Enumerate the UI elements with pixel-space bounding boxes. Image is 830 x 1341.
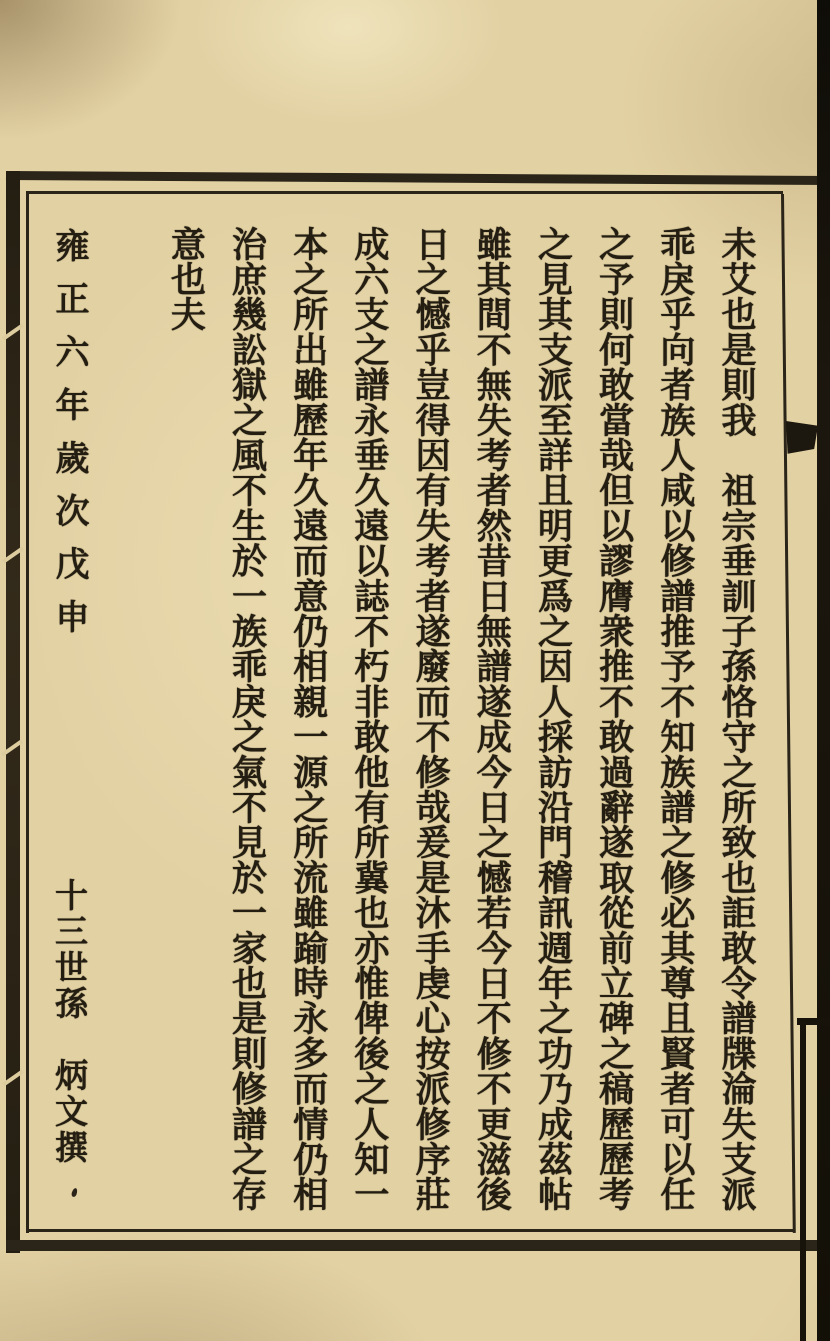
text-column-5: 雖其間不無失考者然昔日無譜遂成今日之憾若今日不修不更滋後 [471,226,513,1212]
scan-edge-strip [817,0,830,1341]
text-column-9: 治庶幾訟獄之風不生於一族乖戾之氣不見於一家也是則修譜之存 [226,226,268,1212]
frame-border-top-inner [26,191,783,194]
text-column-2: 乖戾乎向者族人咸以修譜推予不知族譜之修必其尊且賢者可以任 [654,226,696,1212]
colophon-date-column: 雍正六年歲次戊申 [49,228,89,652]
frame-border-bottom-inner [26,1229,795,1232]
text-column-1: 未艾也是則我 祖宗垂訓子孫恪守之所致也詎敢令譜牒淪失支派 [716,226,757,1212]
text-column-7: 成六支之譜永垂久遠以誌不朽非敢他有所冀也亦惟俾後之人知一 [348,226,390,1212]
text-column-3: 之予則何敢當哉但以謬膺衆推不敢過辭遂取從前立碑之稿歷歷考 [593,226,635,1212]
frame-border-right-inner [781,194,796,1233]
frame-border-top-outer [6,171,830,185]
colophon-signature-column: 十三世孫 炳文撰 [50,878,89,1166]
text-column-10: 意也夫 [165,226,207,332]
adjacent-page-fragment-v [800,1024,806,1341]
frame-border-bottom-outer [6,1240,830,1251]
ink-dot-mark [71,1187,79,1197]
main-text-block [155,226,767,1224]
text-column-6: 日之憾乎豈得因有失考者遂廢而不修哉爰是沐手虔心按派修序莊 [410,226,452,1212]
frame-border-left-inner [26,192,29,1233]
text-column-8: 本之所出雖歷年久遠而意仍相親一源之所流雖踰時永多而情仍相 [287,226,329,1212]
text-column-4: 之見其支派至詳且明更爲之因人採訪沿門稽訊週年之功乃成茲帖 [532,226,574,1212]
corner-wedge-mark [786,417,818,457]
